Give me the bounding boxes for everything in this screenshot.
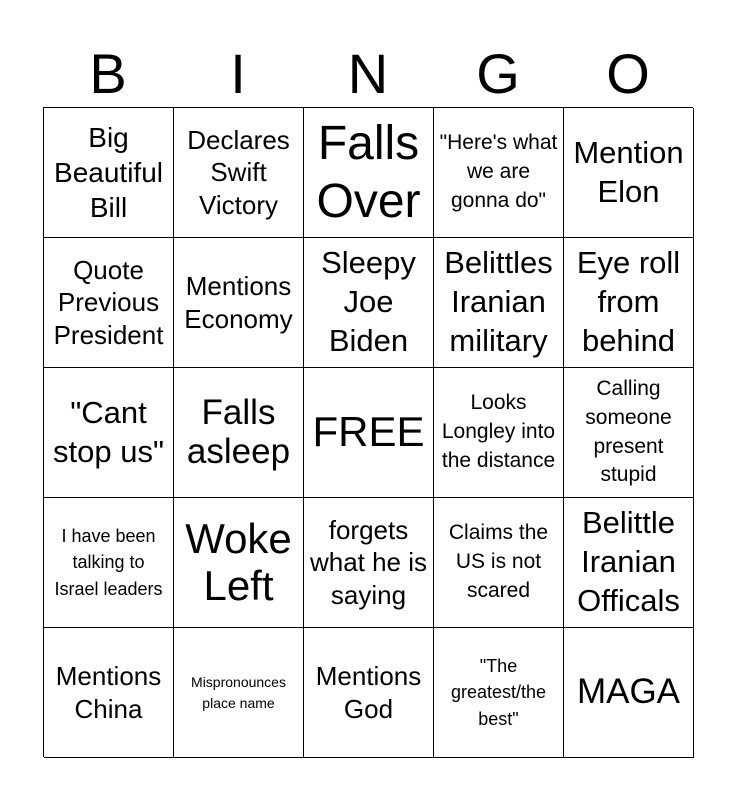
cell-text: Claims the US is not scared: [448, 521, 549, 602]
cell-text: Falls Over: [316, 116, 421, 228]
bingo-cell[interactable]: [564, 368, 694, 498]
free-space-text: FREE: [312, 408, 425, 456]
bingo-cell[interactable]: [434, 498, 564, 628]
header-letter-n: N: [347, 42, 389, 105]
cell-text: Falls asleep: [186, 393, 291, 471]
cell-text: "Cant stop us": [53, 394, 164, 469]
cell-text: "The greatest/the best": [450, 656, 547, 729]
cell-text: Looks Longley into the distance: [441, 391, 556, 472]
header-letter-o: O: [606, 42, 650, 105]
cell-text: Calling someone present stupid: [585, 376, 672, 487]
bingo-cell-free[interactable]: [304, 368, 434, 498]
cell-text: Woke Left: [185, 515, 292, 609]
bingo-cell[interactable]: [304, 498, 434, 628]
bingo-cell[interactable]: [44, 368, 174, 498]
bingo-cell[interactable]: [304, 628, 434, 758]
cell-text: "Here's what we are gonna do": [439, 131, 558, 212]
bingo-cell[interactable]: [174, 368, 304, 498]
cell-text: Mentions Economy: [184, 271, 293, 334]
cell-text: MAGA: [576, 672, 681, 712]
cell-text: Sleepy Joe Biden: [321, 245, 416, 358]
bingo-cell[interactable]: [434, 238, 564, 368]
cell-text: Big Beautiful Bill: [54, 122, 163, 223]
bingo-cell[interactable]: [304, 108, 434, 238]
cell-text: Eye roll from behind: [576, 245, 681, 358]
bingo-cell[interactable]: [434, 368, 564, 498]
bingo-cell[interactable]: [304, 238, 434, 368]
cell-text: Mentions God: [315, 661, 422, 724]
cell-text: Belittles Iranian military: [444, 245, 553, 358]
bingo-cell[interactable]: [564, 238, 694, 368]
header-letter-i: I: [230, 42, 246, 105]
bingo-cell[interactable]: [44, 238, 174, 368]
cell-text: Mentions China: [55, 661, 162, 724]
cell-text: Belittle Iranian Officals: [577, 505, 680, 618]
cell-text: Mispronounces place name: [191, 674, 286, 711]
bingo-cell[interactable]: [174, 628, 304, 758]
bingo-board: [43, 107, 693, 757]
bingo-cell[interactable]: [44, 108, 174, 238]
header-letter-b: B: [89, 42, 127, 105]
bingo-cell[interactable]: [44, 628, 174, 758]
bingo-cell[interactable]: [434, 628, 564, 758]
bingo-cell[interactable]: [174, 108, 304, 238]
cell-text: forgets what he is saying: [309, 514, 428, 610]
bingo-cell[interactable]: [174, 498, 304, 628]
bingo-cell[interactable]: [564, 108, 694, 238]
cell-text: I have been talking to Israel leaders: [54, 526, 163, 599]
cell-text: Quote Previous President: [53, 254, 164, 350]
header-letter-g: G: [476, 42, 520, 105]
bingo-header: [43, 40, 693, 108]
bingo-cell[interactable]: [174, 238, 304, 368]
bingo-cell[interactable]: [44, 498, 174, 628]
bingo-cell[interactable]: [564, 628, 694, 758]
cell-text: Declares Swift Victory: [187, 124, 290, 220]
bingo-cell[interactable]: [564, 498, 694, 628]
bingo-cell[interactable]: [434, 108, 564, 238]
cell-text: Mention Elon: [573, 134, 684, 209]
